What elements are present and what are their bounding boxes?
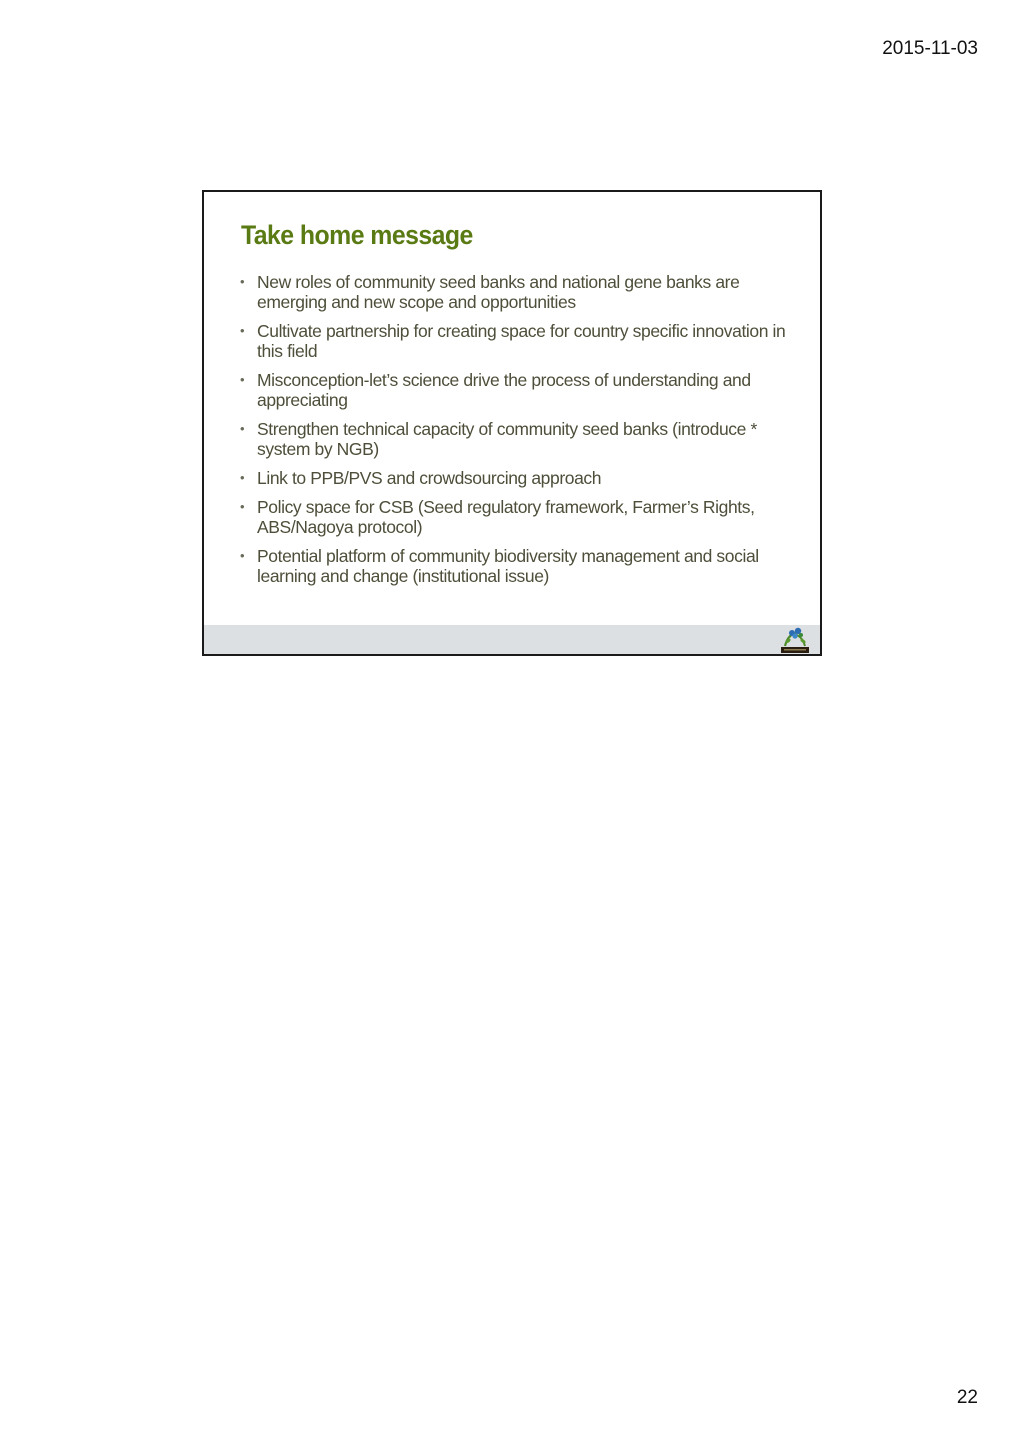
- bullet-item: [238, 468, 808, 488]
- bullet-dot-icon: •: [240, 372, 245, 387]
- bullet-text: Strengthen technical capacity of community seed banks (introduce * system by NGB): [257, 419, 757, 459]
- bullet-item: [238, 546, 808, 586]
- bullet-text: Link to PPB/PVS and crowdsourcing approach: [257, 468, 602, 488]
- bullet-text: Cultivate partnership for creating space for country specific innovation in this field: [257, 321, 786, 361]
- page-number: 22: [956, 1387, 978, 1408]
- bullet-list: [238, 272, 808, 595]
- organization-logo-icon: [779, 625, 811, 654]
- slide-title: Take home message: [241, 220, 473, 250]
- bullet-item: [238, 497, 808, 537]
- bullet-dot-icon: •: [240, 323, 245, 338]
- bullet-dot-icon: •: [240, 499, 245, 514]
- bullet-item: [238, 419, 808, 459]
- bullet-dot-icon: •: [240, 548, 245, 563]
- bullet-item: [238, 370, 808, 410]
- bullet-text: Potential platform of community biodiversity management and social learning and change (institutional issue): [257, 546, 759, 586]
- bullet-dot-icon: •: [240, 470, 245, 485]
- bullet-dot-icon: •: [240, 421, 245, 436]
- bullet-item: [238, 272, 808, 312]
- bullet-text: Policy space for CSB (Seed regulatory framework, Farmer’s Rights, ABS/Nagoya protocol): [257, 497, 755, 537]
- bullet-item: [238, 321, 808, 361]
- bullet-dot-icon: •: [240, 274, 245, 289]
- slide-footer-bar: [204, 625, 820, 654]
- page-date: 2015-11-03: [882, 38, 978, 59]
- bullet-text: New roles of community seed banks and national gene banks are emerging and new scope and opportunities: [257, 272, 740, 312]
- bullet-text: Misconception-let’s science drive the process of understanding and appreciating: [257, 370, 751, 410]
- slide-frame: [202, 190, 822, 656]
